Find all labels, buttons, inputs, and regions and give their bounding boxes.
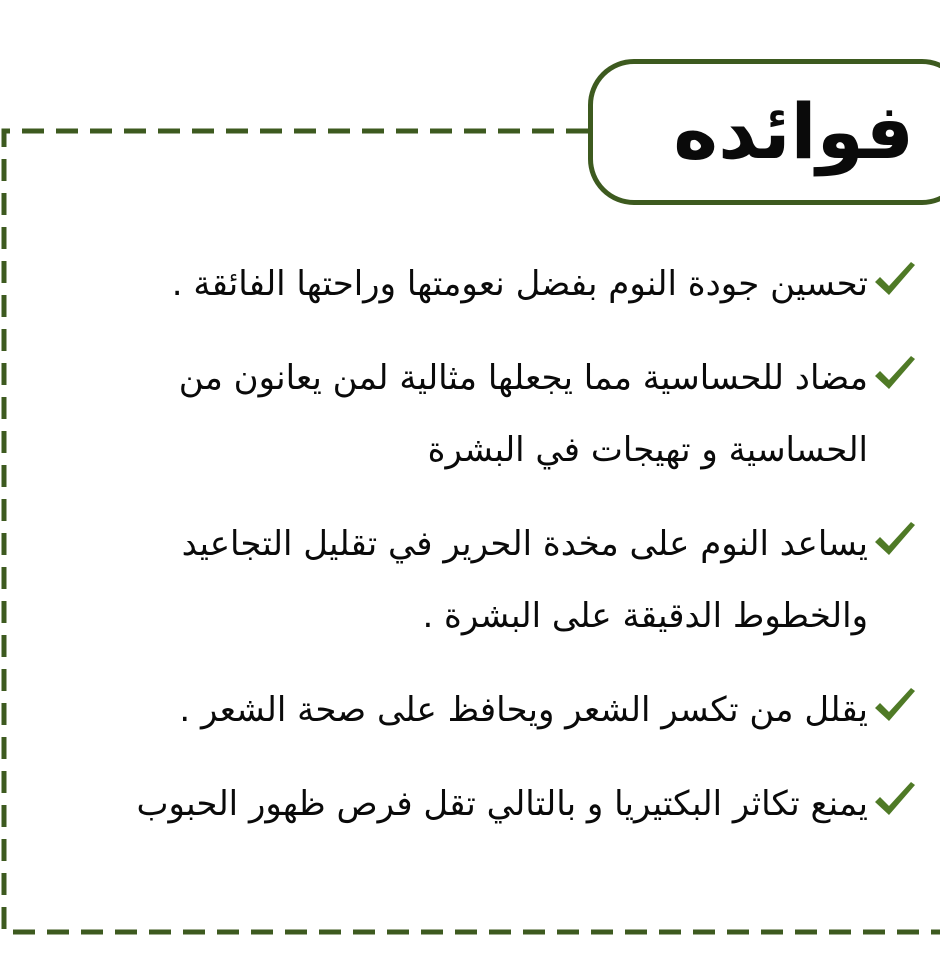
list-item	[60, 248, 920, 320]
benefit-text: يمنع تكاثر البكتيريا و بالتالي تقل فرص ظهور الحبوب	[136, 784, 868, 824]
check-icon	[872, 520, 918, 560]
check-icon	[872, 780, 918, 820]
check-icon	[872, 686, 918, 726]
check-icon	[872, 354, 918, 394]
list-item	[60, 674, 920, 746]
benefit-text: تحسين جودة النوم بفضل نعومتها وراحتها الفائقة .	[171, 264, 868, 304]
benefit-text: يقلل من تكسر الشعر ويحافظ على صحة الشعر .	[179, 690, 868, 730]
list-item	[60, 768, 920, 840]
benefit-text: يساعد النوم على مخدة الحرير في تقليل التجاعيد والخطوط الدقيقة على البشرة .	[181, 524, 868, 636]
benefit-text: مضاد للحساسية مما يجعلها مثالية لمن يعانون من الحساسية و تهيجات في البشرة	[178, 358, 868, 470]
benefits-list	[60, 248, 920, 862]
list-item	[60, 342, 920, 486]
check-icon	[872, 260, 918, 300]
list-item	[60, 508, 920, 652]
page-title: فوائده	[673, 87, 914, 176]
